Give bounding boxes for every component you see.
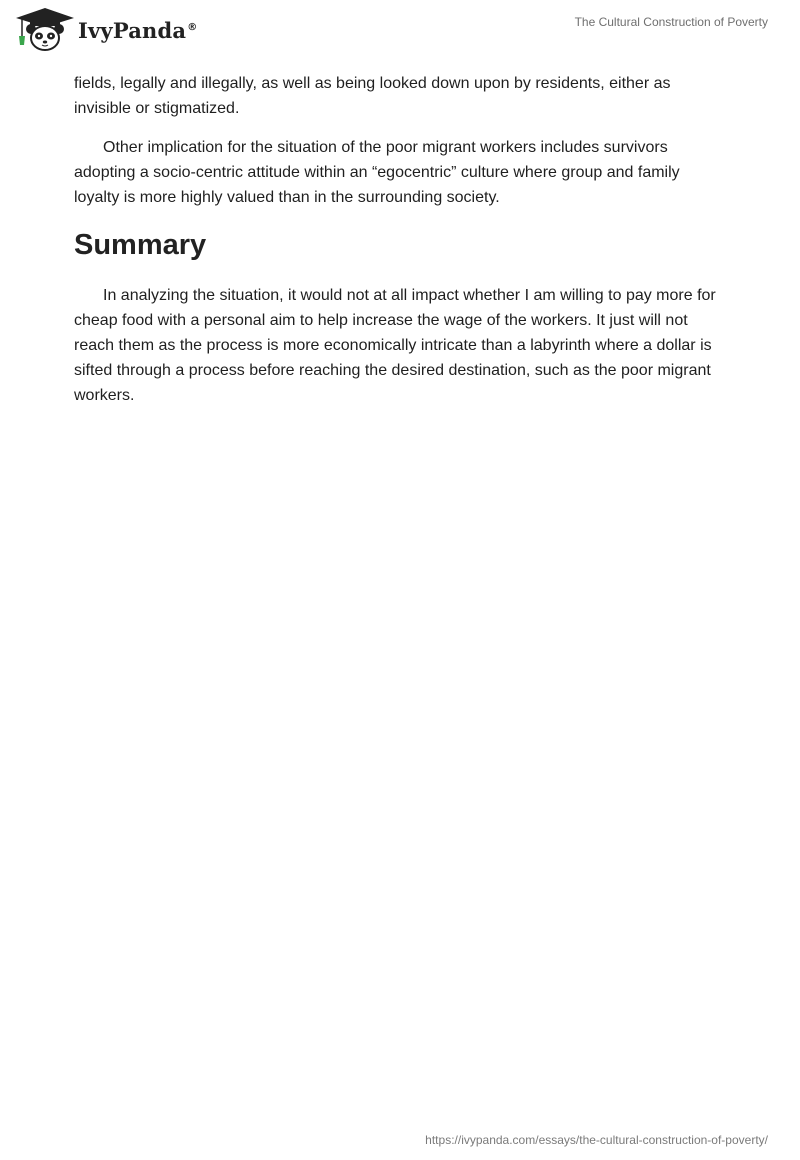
body-paragraph-continued: fields, legally and illegally, as well as being looked down upon by residents, either as invisible or stigmatized. <box>74 75 671 117</box>
ivypanda-logo[interactable] <box>14 7 197 53</box>
page-header <box>0 0 800 60</box>
document-title: The Cultural Construction of Poverty <box>574 15 768 29</box>
panda-graduate-icon <box>14 7 76 53</box>
registered-mark: ® <box>187 21 198 33</box>
body-paragraph: Other implication for the situation of the poor migrant workers includes survivors adopting a socio-centric attitude within an “egocentric” culture where group and family loyalty is more highly valued than in the surrounding society. <box>74 139 680 206</box>
summary-paragraph: In analyzing the situation, it would not at all impact whether I am willing to pay more for cheap food with a personal aim to help increase the wage of the workers. It just will not reach them as the process is more economically intricate than a labyrinth where a dollar is sifted through a process before reaching the desired destination, such as the poor migrant workers. <box>74 287 716 404</box>
source-url[interactable]: https://ivypanda.com/essays/the-cultural-construction-of-poverty/ <box>425 1133 768 1147</box>
section-heading-summary: Summary <box>74 229 207 261</box>
brand-name: IvyPanda® <box>78 17 198 43</box>
essay-body <box>74 71 728 422</box>
